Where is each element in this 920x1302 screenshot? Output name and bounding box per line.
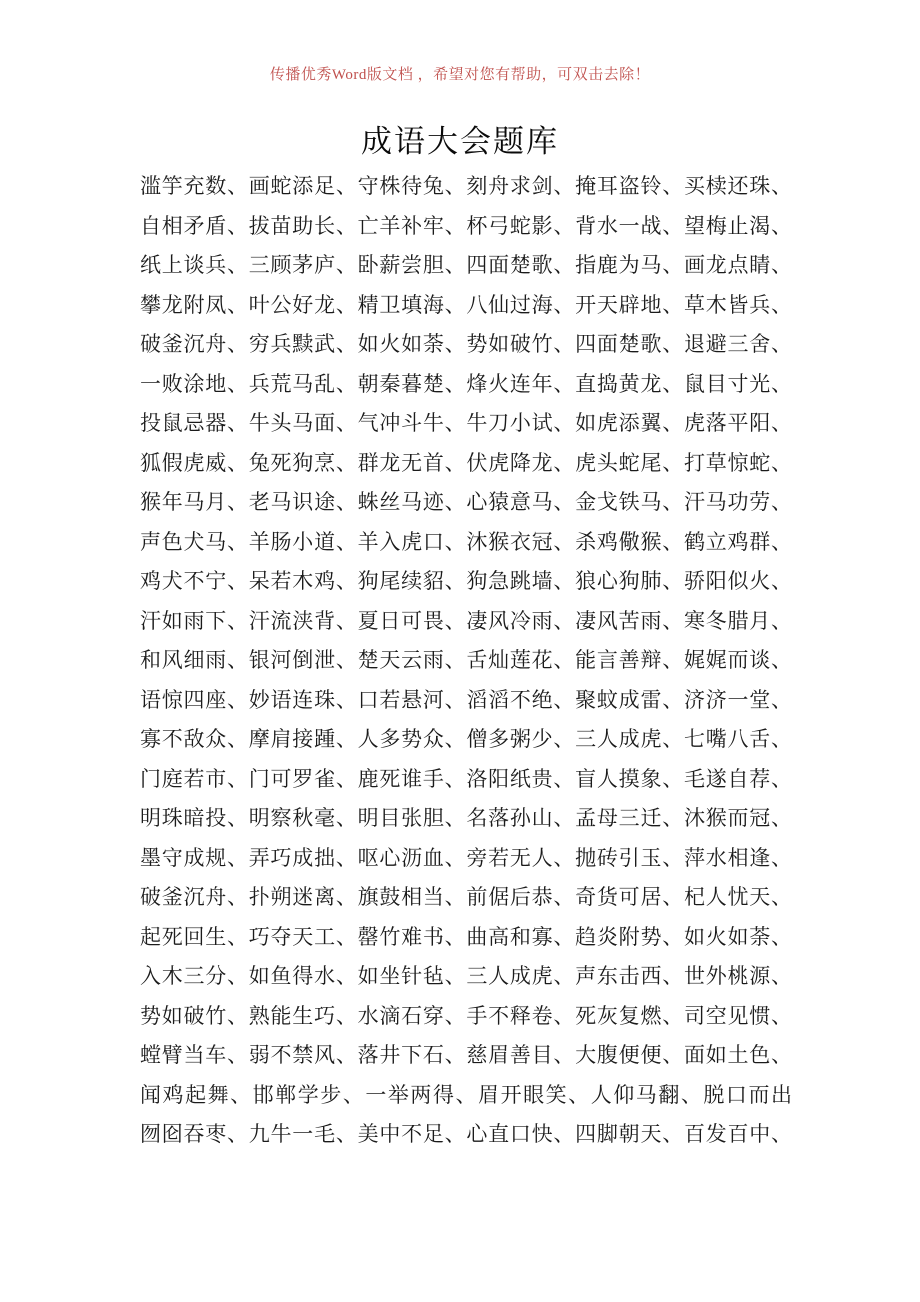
idiom-line: 和风细雨、银河倒泄、楚天云雨、舌灿莲花、能言善辩、娓娓而谈、 <box>140 648 792 672</box>
idiom-line: 鸡犬不宁、呆若木鸡、狗尾续貂、狗急跳墙、狼心狗肺、骄阳似火、 <box>140 569 792 593</box>
idiom-line: 投鼠忌器、牛头马面、气冲斗牛、牛刀小试、如虎添翼、虎落平阳、 <box>140 411 792 435</box>
idiom-line: 闻鸡起舞、邯郸学步、一举两得、眉开眼笑、人仰马翻、脱口而出 <box>140 1082 792 1107</box>
idiom-line: 一败涂地、兵荒马乱、朝秦暮楚、烽火连年、直捣黄龙、鼠目寸光、 <box>140 371 792 396</box>
idiom-line: 声色犬马、羊肠小道、羊入虎口、沐猴衣冠、杀鸡儆猴、鹤立鸡群、 <box>140 529 792 554</box>
idiom-line: 狐假虎威、兔死狗烹、群龙无首、伏虎降龙、虎头蛇尾、打草惊蛇、 <box>140 450 792 475</box>
idiom-line: 滥竽充数、画蛇添足、守株待兔、刻舟求剑、掩耳盗铃、买椟还珠、 <box>140 174 792 198</box>
idiom-line: 猴年马月、老马识途、蛛丝马迹、心猿意马、金戈铁马、汗马功劳、 <box>140 490 792 514</box>
idiom-line: 攀龙附凤、叶公好龙、精卫填海、八仙过海、开天辟地、草木皆兵、 <box>140 292 792 317</box>
idiom-line: 纸上谈兵、三顾茅庐、卧薪尝胆、四面楚歌、指鹿为马、画龙点睛、 <box>140 253 792 277</box>
idiom-line: 语惊四座、妙语连珠、口若悬河、滔滔不绝、聚蚊成雷、济济一堂、 <box>140 687 792 712</box>
idiom-line: 破釜沉舟、穷兵黩武、如火如荼、势如破竹、四面楚歌、退避三舍、 <box>140 332 792 356</box>
idiom-line: 自相矛盾、拔苗助长、亡羊补牢、杯弓蛇影、背水一战、望梅止渴、 <box>140 213 792 238</box>
idiom-line: 势如破竹、熟能生巧、水滴石穿、手不释卷、死灰复燃、司空见惯、 <box>140 1003 792 1028</box>
idiom-line: 入木三分、如鱼得水、如坐针毡、三人成虎、声东击西、世外桃源、 <box>140 964 792 988</box>
idiom-line: 囫囵吞枣、九牛一毛、美中不足、心直口快、四脚朝天、百发百中、 <box>140 1122 792 1146</box>
idiom-line: 墨守成规、弄巧成拙、呕心沥血、旁若无人、抛砖引玉、萍水相逢、 <box>140 845 792 870</box>
idiom-line: 寡不敌众、摩肩接踵、人多势众、僧多粥少、三人成虎、七嘴八舌、 <box>140 727 792 751</box>
document-title: 成语大会题库 <box>361 124 559 159</box>
idiom-line: 门庭若市、门可罗雀、鹿死谁手、洛阳纸贵、盲人摸象、毛遂自荐、 <box>140 766 792 791</box>
idiom-line: 起死回生、巧夺天工、罄竹难书、曲高和寡、趋炎附势、如火如荼、 <box>140 924 792 949</box>
idiom-line: 螳臂当车、弱不禁风、落井下石、慈眉善目、大腹便便、面如土色、 <box>140 1043 792 1067</box>
idiom-line: 明珠暗投、明察秋毫、明目张胆、名落孙山、孟母三迁、沐猴而冠、 <box>140 806 792 830</box>
idiom-list <box>140 167 792 1155</box>
idiom-line: 破釜沉舟、扑朔迷离、旗鼓相当、前倨后恭、奇货可居、杞人忧天、 <box>140 885 792 909</box>
template-removal-note[interactable]: 传播优秀Word版文档 ，希望对您有帮助，可双击去除！ <box>269 67 651 83</box>
idiom-line: 汗如雨下、汗流浃背、夏日可畏、凄风冷雨、凄风苦雨、寒冬腊月、 <box>140 608 792 633</box>
